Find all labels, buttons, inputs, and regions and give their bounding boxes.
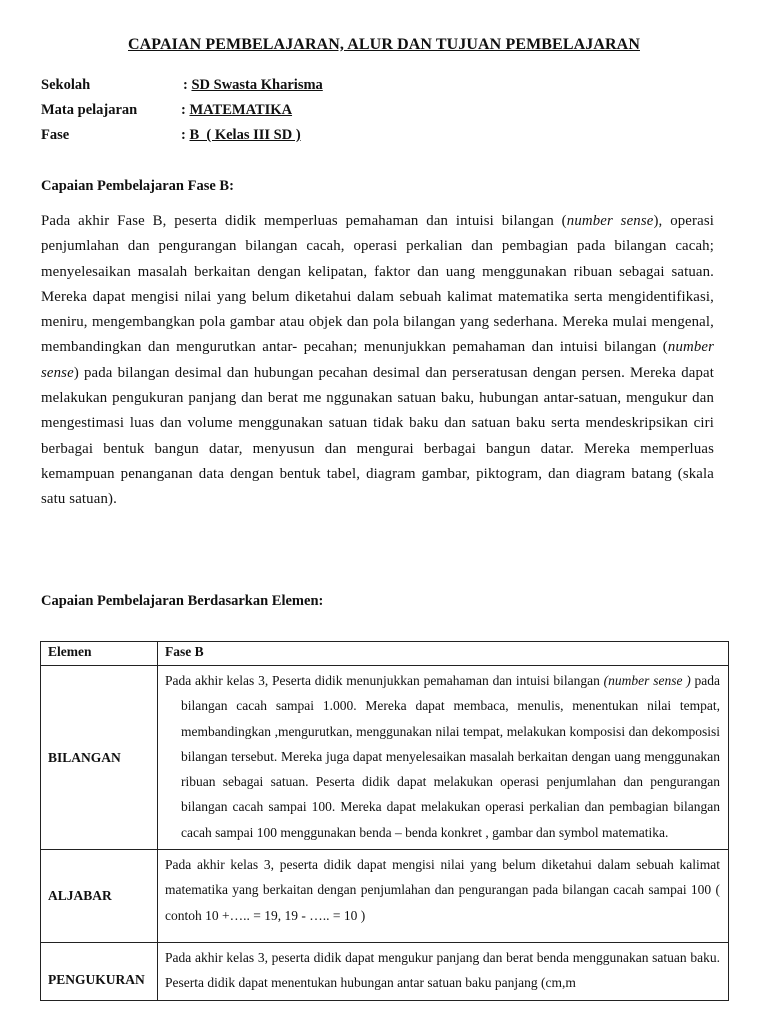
header-elemen: Elemen [41,642,158,666]
desc-bilangan-cell [158,666,729,850]
para-part1: Pada akhir Fase B, peserta didik memperluas pemahaman dan intuisi bilangan ( [41,213,567,229]
fase-value-wrap [181,127,301,144]
desc-bilangan-part1: Pada akhir kelas 3, Peserta didik menunjukkan pemahaman dan intuisi bilangan [165,673,604,688]
sekolah-label: Sekolah [41,77,91,93]
sekolah-value: SD Swasta Kharisma [191,77,323,93]
mapel-value: MATEMATIKA [189,102,293,118]
fase-value: B ( Kelas III SD ) [189,127,301,143]
element-pengukuran: PENGUKURAN [41,942,158,1000]
document-title: CAPAIAN PEMBELAJARAN, ALUR DAN TUJUAN PEMBELAJARAN [128,36,640,53]
desc-bilangan [165,668,720,845]
desc-bilangan-part2: pada bilangan cacah sampai 1.000. Mereka dapat membaca, menulis, menentukan nilai tempat, membandingkan ,mengurutkan, menggunakan nilai tempat, melakukan komposisi dan dekomposisi bilangan tersebut. Mereka juga dapat menyelesaikan masalah berkaitan dengan uang menggunakan ribuan sebagai satuan. Peserta didik dapat melakukan operasi penjumlahan dan pengurangan bilangan cacah sampai 100. Mereka dapat melakukan operasi perkalian dan pembagian bilangan cacah sampai 100 menggunakan benda – benda konkret , gambar dan symbol matematika. [181,673,721,840]
mapel-value-wrap [181,102,292,119]
element-aljabar: ALJABAR [41,850,158,943]
para-part2: ), operasi penjumlahan dan pengurangan bilangan cacah, operasi perkalian dan pembagian pada bilangan cacah; menyelesaikan masalah berkaitan dengan kelipatan, faktor dan uang menggunakan ribuan sebagai satuan. Mereka dapat mengisi nilai yang belum diketahui dalam sebuah kalimat matematika serta mengidentifikasi, meniru, mengembangkan pola gambar atau objek dan pola bilangan yang sederhana. Mereka mulai mengenal, membandingkan dan mengurutkan antar- pecahan; menunjukkan pemahaman dan intuisi bilangan ( [41,213,714,356]
para-italic2: number sense [41,339,714,381]
sekolah-separator: : [183,77,192,93]
desc-bilangan-italic: (number sense ) [603,673,691,688]
table-header-row [41,642,729,666]
mapel-label: Mata pelajaran [41,102,138,118]
table-row-pengukuran [41,942,729,1000]
desc-aljabar-cell [158,850,729,943]
elements-table [40,641,729,1001]
desc-pengukuran: Pada akhir kelas 3, peserta didik dapat mengukur panjang dan berat benda menggunakan satuan baku. Peserta didik dapat menentukan hubungan antar satuan baku panjang (cm,m [165,949,720,991]
table-row-aljabar [41,850,729,943]
desc-aljabar: Pada akhir kelas 3, peserta didik dapat mengisi nilai yang belum diketahui dalam sebuah kalimat matematika yang berkaitan dengan penjumlahan dan pengurangan pada bilangan cacah sampai 100 ( contoh 10 +….. = 19, 19 - ….. = 10 ) [165,857,720,923]
fase-label: Fase [41,127,70,143]
para-italic1: number sense [566,213,654,229]
header-fase-b: Fase B [158,642,729,666]
section2-heading: Capaian Pembelajaran Berdasarkan Elemen: [41,593,324,609]
sekolah-value-wrap [183,77,323,94]
element-bilangan: BILANGAN [41,666,158,850]
section1-paragraph [41,209,714,513]
section1-heading: Capaian Pembelajaran Fase B: [41,178,234,194]
fase-separator: : [181,127,190,143]
table-row-bilangan [41,666,729,850]
para-part3: ) pada bilangan desimal dan hubungan pecahan desimal dan perseratusan dengan persen. Mereka dapat melakukan pengukuran panjang dan berat me nggunakan satuan baku, hubungan antar-satuan, mengukur dan mengestimasi luas dan volume menggunakan satuan tidak baku dan satuan baku serta mendeskripsikan ciri berbagai bentuk bangun datar, menyusun dan mengurai berbagai bangun datar. Mereka memperluas kemampuan penanganan data dengan bentuk tabel, diagram gambar, piktogram, dan diagram batang (skala satu satuan). [41,364,714,508]
desc-pengukuran-cell [158,942,729,1000]
mapel-separator: : [181,102,190,118]
